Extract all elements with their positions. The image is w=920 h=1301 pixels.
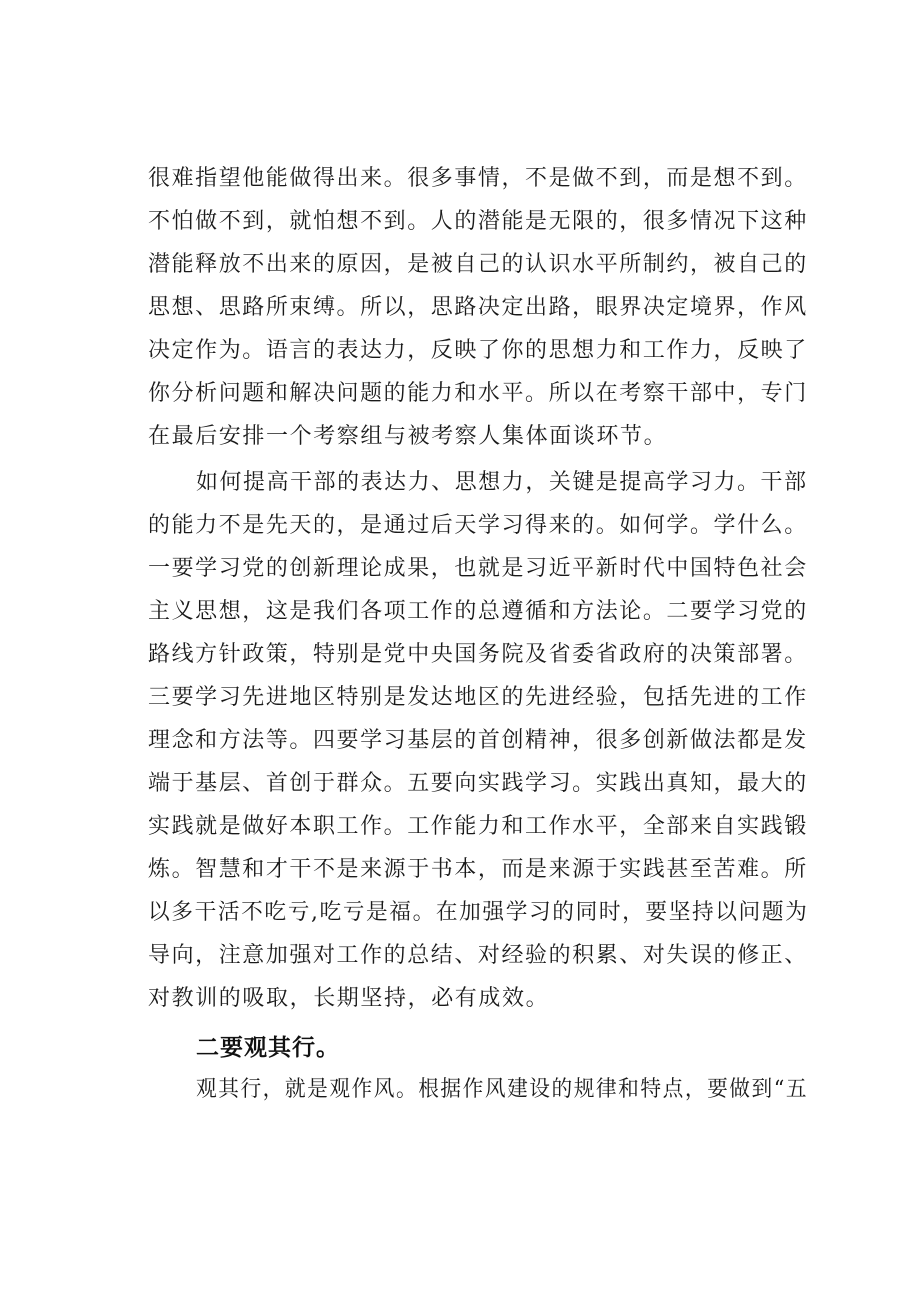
text-line: 炼。智慧和才干不是来源于书本，而是来源于实践甚至苦难。所 bbox=[148, 857, 808, 882]
text-line: 实践就是做好本职工作。工作能力和工作水平，全部来自实践锻 bbox=[148, 814, 808, 839]
text-line: 三要学习先进地区特别是发达地区的先进经验，包括先进的工作 bbox=[148, 685, 808, 710]
text-line: 潜能释放不出来的原因，是被自己的认识水平所制约，被自己的 bbox=[148, 252, 808, 277]
text-line: 路线方针政策，特别是党中央国务院及省委省政府的决策部署。 bbox=[148, 642, 808, 667]
text-line: 决定作为。语言的表达力，反映了你的思想力和工作力，反映了 bbox=[148, 338, 808, 363]
text-line: 主义思想，这是我们各项工作的总遵循和方法论。二要学习党的 bbox=[148, 599, 808, 624]
text-line: 在最后安排一个考察组与被考察人集体面谈环节。 bbox=[148, 424, 668, 449]
text-line: 对教训的吸取，长期坚持，必有成效。 bbox=[148, 986, 550, 1011]
text-line: 一要学习党的创新理论成果，也就是习近平新时代中国特色社会 bbox=[148, 556, 808, 581]
text-line: 思想、思路所束缚。所以，思路决定出路，眼界决定境界，作风 bbox=[148, 295, 808, 320]
text-line: 不怕做不到，就怕想不到。人的潜能是无限的，很多情况下这种 bbox=[148, 209, 808, 234]
text-line: 端于基层、首创于群众。五要向实践学习。实践出真知，最大的 bbox=[148, 771, 808, 796]
text-line: 理念和方法等。四要学习基层的首创精神，很多创新做法都是发 bbox=[148, 728, 808, 753]
text-line: 观其行，就是观作风。根据作风建设的规律和特点，要做到“五 bbox=[196, 1077, 809, 1102]
text-line: 很难指望他能做得出来。很多事情，不是做不到，而是想不到。 bbox=[148, 166, 808, 191]
text-line: 的能力不是先天的，是通过后天学习得来的。如何学。学什么。 bbox=[148, 513, 808, 538]
text-line: 你分析问题和解决问题的能力和水平。所以在考察干部中，专门 bbox=[148, 381, 808, 406]
section-heading: 二要观其行。 bbox=[196, 1035, 340, 1061]
text-line: 以多干活不吃亏,吃亏是福。在加强学习的同时，要坚持以问题为 bbox=[148, 900, 809, 925]
text-line: 如何提高干部的表达力、思想力，关键是提高学习力。干部 bbox=[196, 470, 808, 495]
text-line: 导向，注意加强对工作的总结、对经验的积累、对失误的修正、 bbox=[148, 943, 808, 968]
